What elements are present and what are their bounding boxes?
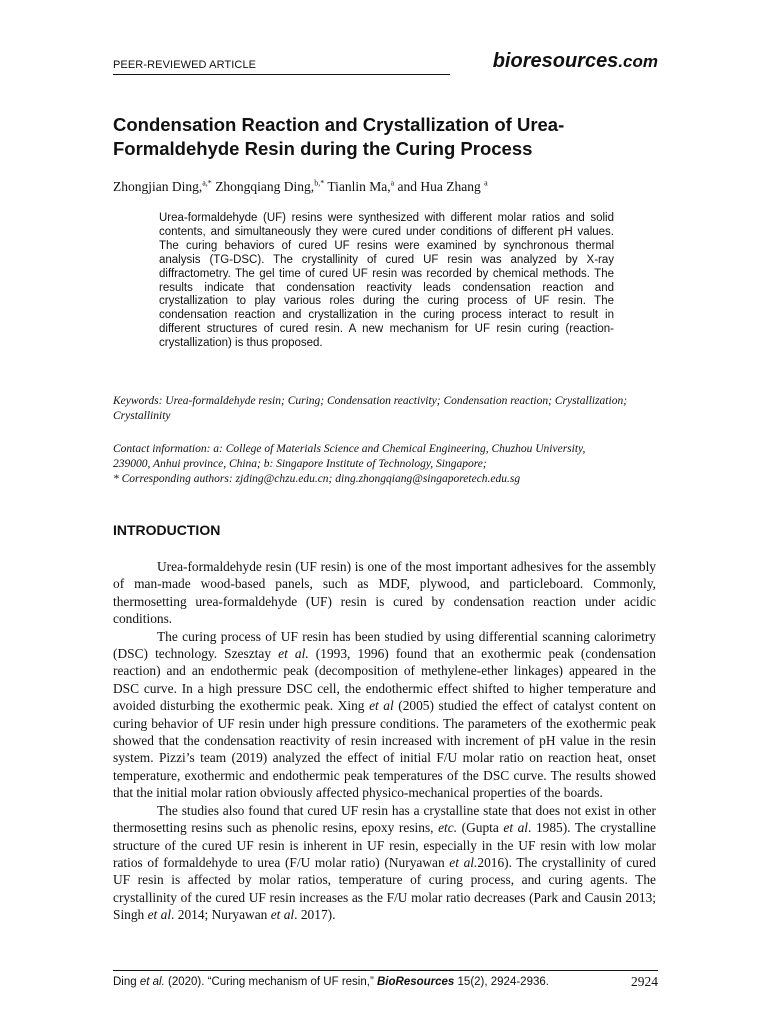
author-affiliation: a bbox=[390, 178, 395, 187]
author bbox=[113, 179, 212, 194]
paragraph: Urea-formaldehyde resin (UF resin) is one of the most important adhesives for the assembly of man-made wood-based panels, such as MDF, plywood, and particleboard. Commonly, thermosetting urea-formaldehyde (UF) resin is cured by condensation reaction under acidic conditions. bbox=[113, 559, 656, 627]
keywords: Keywords: Urea-formaldehyde resin; Curing; Condensation reactivity; Condensation reaction; Crystallization; Crystallinity bbox=[113, 395, 628, 422]
article-type-label: PEER-REVIEWED ARTICLE bbox=[113, 59, 257, 71]
paragraph: The curing process of UF resin has been studied by using differential scanning calorimetry (DSC) technology. Szesztay et al. (1993, 1996) found that an exothermic peak (condensation reaction) and an endothermic peak (decomposition of methylene-ether linkages) appeared in the DSC curve. In a high pressure DSC cell, the endothermic effect shifted to higher temperature and avoided disturbing the exothermic peak. Xing et al (2005) studied the effect of catalyst content on curing behavior of UF resin under high pressure conditions. The parameters of the exothermic peak showed that the condensation reactivity of resin increased with increment of pH value in the resin system. Pizzi’s team (2019) analyzed the effect of initial F/U molar ratio on reaction heat, onset temperature, exothermic and endothermic peak temperatures of the DSC curve. The results showed that the initial molar ration obviously affected physico-mechanical properties of the boards. bbox=[113, 628, 656, 801]
author bbox=[398, 179, 488, 194]
author-list bbox=[113, 174, 658, 196]
author-affiliation: b,* bbox=[314, 178, 325, 187]
contact-information bbox=[113, 442, 658, 488]
author-affiliation: a bbox=[484, 178, 488, 187]
author-name: Zhongjian Ding, bbox=[113, 178, 203, 194]
corresponding-authors: * Corresponding authors: zjding@chzu.edu.cn; ding.zhongqiang@singaporetech.edu.sg bbox=[113, 473, 521, 486]
author-name: and Hua Zhang bbox=[397, 178, 485, 194]
page-number: 2924 bbox=[631, 974, 658, 989]
footer-rule bbox=[113, 970, 658, 971]
author-affiliation: a,* bbox=[202, 178, 212, 187]
contact-line: 239000, Anhui province, China; b: Singapore Institute of Technology, Singapore; bbox=[113, 458, 487, 471]
author-name: Tianlin Ma, bbox=[327, 178, 391, 194]
article-title: Condensation Reaction and Crystallization of Urea-Formaldehyde Resin during the Curing Process bbox=[113, 114, 565, 159]
author bbox=[215, 179, 324, 194]
contact-line: Contact information: a: College of Materials Science and Chemical Engineering, Chuzhou University, bbox=[113, 443, 586, 455]
author-name: Zhongqiang Ding, bbox=[215, 178, 315, 194]
journal-brand-tld: .com bbox=[618, 52, 658, 71]
paragraph: The studies also found that cured UF resin has a crystalline state that does not exist in other thermosetting resins such as phenolic resins, epoxy resins, etc. (Gupta et al. 1985). The crystalline structure of the cured UF resin is inherent in UF resin, especially in the UF resin with low molar ratios of formaldehyde to urea (F/U molar ratio) (Nuryawan et al.2016). The crystallinity of cured UF resin is affected by molar ratios, temperature of curing process, and curing agents. The crystallinity of the cured UF resin increases as the F/U molar ratio decreases (Park and Causin 2013; Singh et al. 2014; Nuryawan et al. 2017). bbox=[113, 802, 657, 923]
citation-line: Ding et al. (2020). “Curing mechanism of UF resin,” BioResources 15(2), 2924-2936. bbox=[113, 976, 549, 988]
journal-brand-name: bioresources bbox=[492, 50, 619, 72]
page-footer bbox=[113, 970, 658, 989]
introduction-body bbox=[113, 558, 656, 924]
author bbox=[327, 179, 394, 194]
header-rule bbox=[113, 74, 450, 75]
section-heading-introduction: INTRODUCTION bbox=[113, 522, 221, 538]
journal-brand bbox=[493, 50, 658, 73]
abstract: Urea-formaldehyde (UF) resins were synthesized with different molar ratios and solid contents, and simultaneously they were cured under conditions of different pH values. The curing behaviors of cured UF resins were examined by synchronous thermal analysis (TG-DSC). The crystallinity of cured UF resin was analyzed by X-ray diffractometry. The gel time of cured UF resin was recorded by chemical methods. The results indicate that condensation reactivity leads condensation reaction and crystallization to play various roles during the curing process of UF resin. The condensation reaction and crystallization in the curing process interact to result in different structures of cured resin. A new mechanism for UF resin curing (reaction-crystallization) is thus proposed. bbox=[159, 212, 614, 350]
journal-name: BioResources bbox=[376, 976, 455, 988]
running-header bbox=[113, 50, 658, 76]
